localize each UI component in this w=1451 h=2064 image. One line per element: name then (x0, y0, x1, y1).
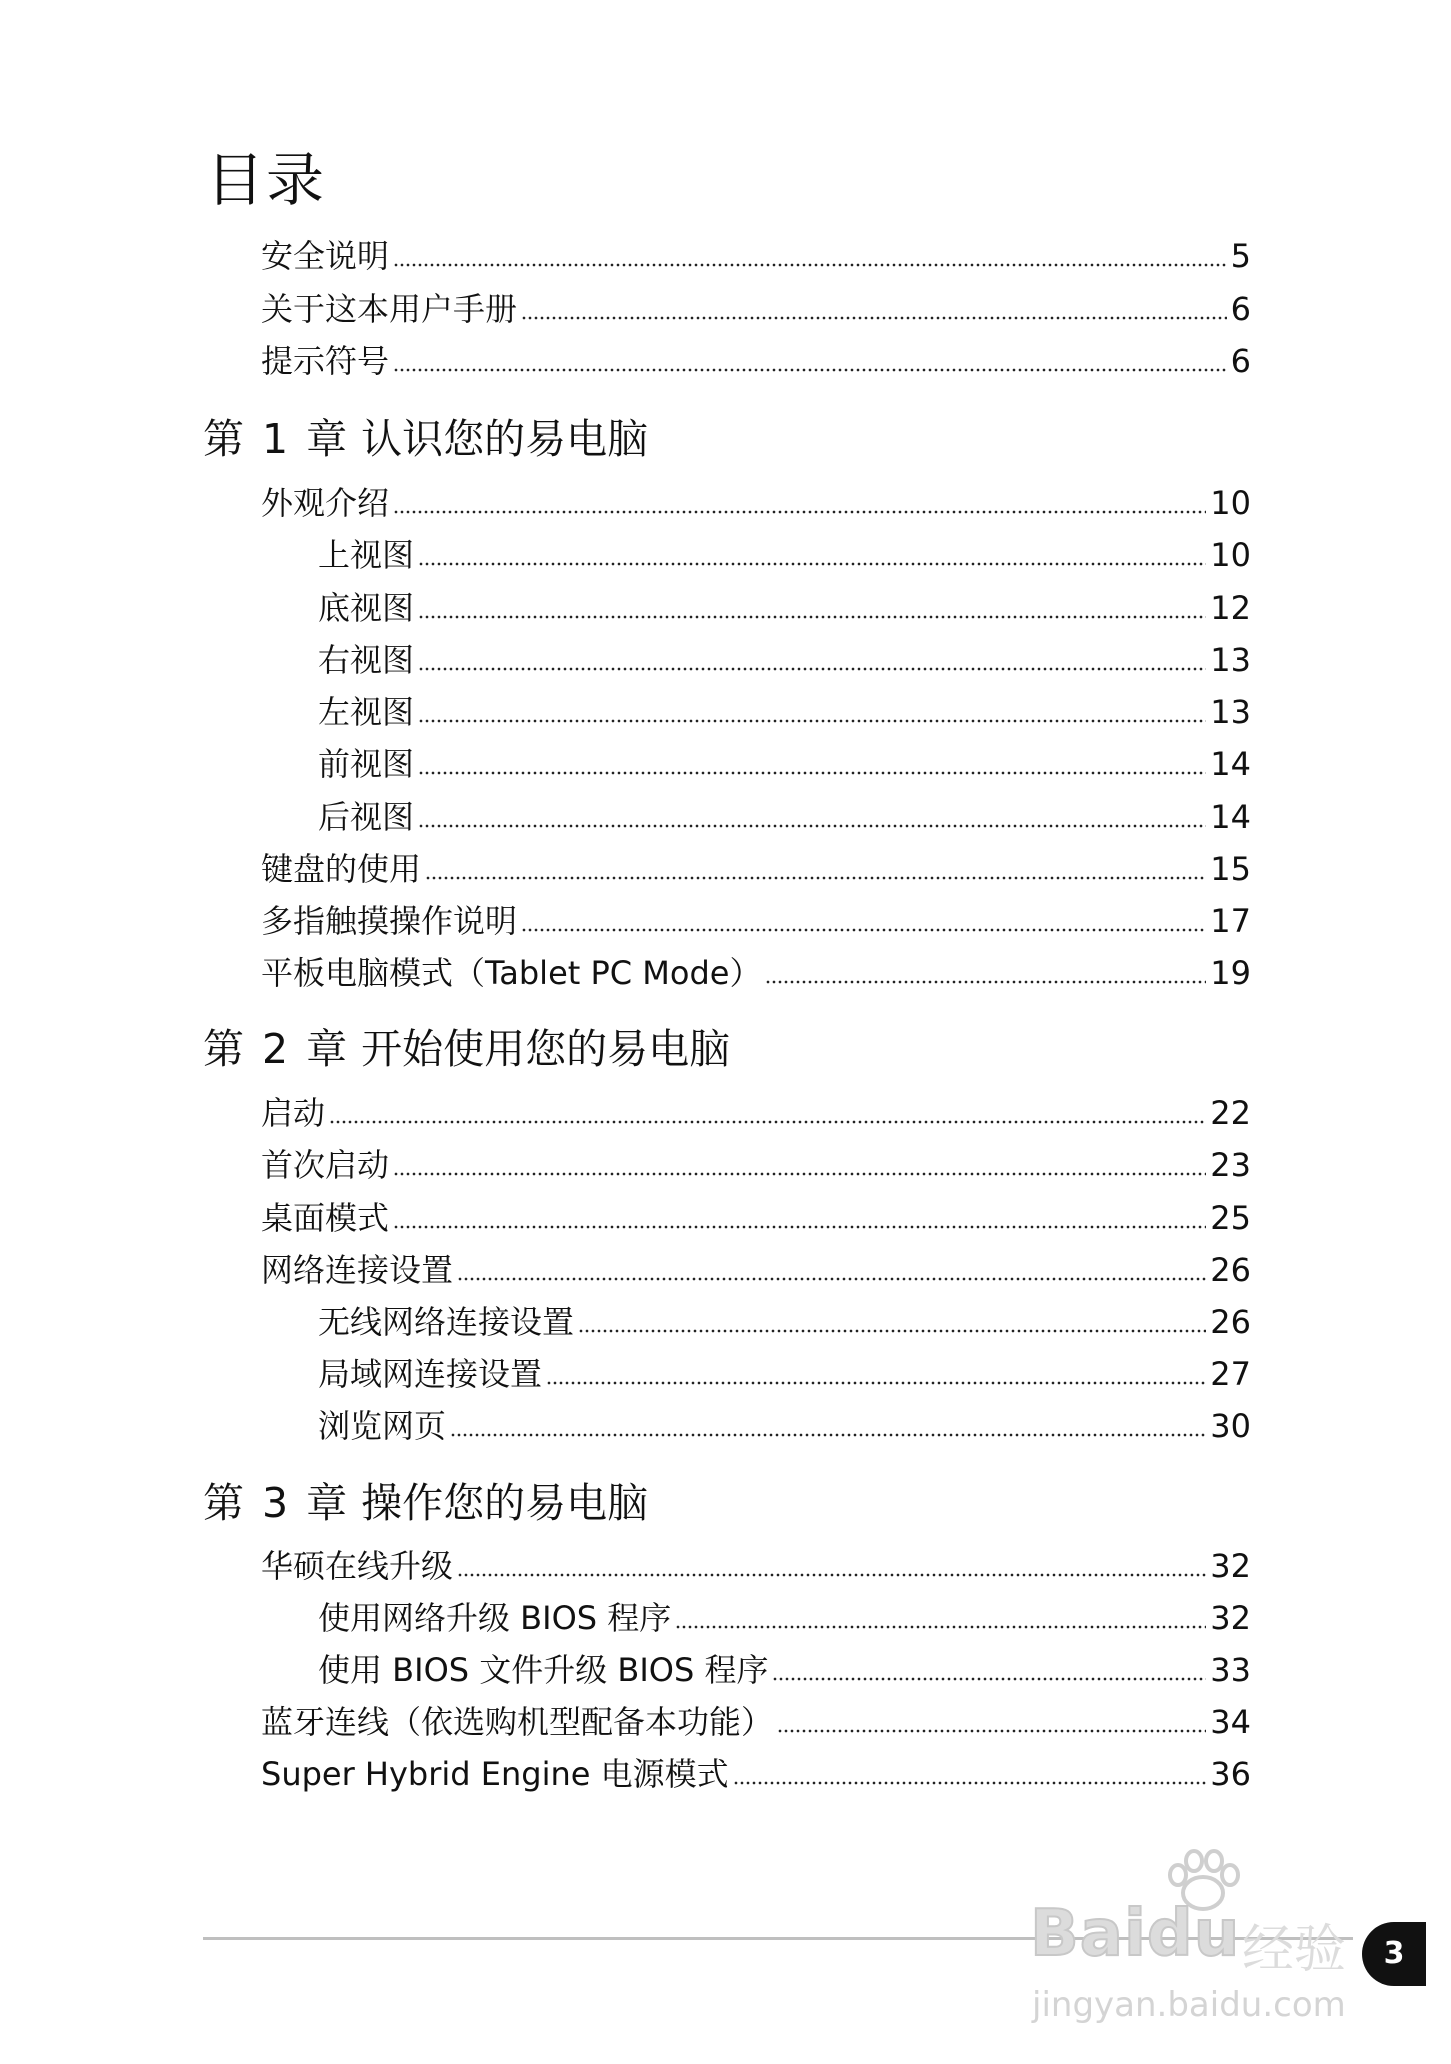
chapter-heading-1 (203, 414, 648, 464)
dot-leader (733, 1781, 1207, 1785)
toc-entry[interactable] (261, 1544, 1251, 1588)
toc-entry[interactable] (318, 1300, 1251, 1344)
chapter-prefix: 第 (203, 1479, 244, 1527)
toc-entry-page: 10 (1210, 484, 1251, 522)
toc-entry[interactable] (318, 638, 1251, 682)
toc-entry[interactable] (261, 1091, 1251, 1135)
toc-entry-page: 26 (1210, 1251, 1251, 1289)
toc-entry-label: 键盘的使用 (261, 850, 422, 888)
toc-entry-page: 23 (1210, 1146, 1251, 1184)
dot-leader (521, 928, 1206, 932)
toc-entry-label: 底视图 (318, 589, 415, 627)
dot-leader (457, 1573, 1206, 1577)
dot-leader (393, 368, 1227, 372)
toc-entry[interactable] (318, 1404, 1251, 1448)
toc-entry-page: 12 (1210, 589, 1251, 627)
toc-entry-page: 19 (1210, 954, 1251, 992)
toc-entry-label: 前视图 (318, 745, 415, 783)
dot-leader (329, 1120, 1206, 1124)
dot-leader (418, 615, 1206, 619)
toc-entry-label: 平板电脑模式（Tablet PC Mode） (261, 954, 762, 992)
dot-leader (393, 1172, 1206, 1176)
dot-leader (777, 1729, 1206, 1733)
toc-entry[interactable] (318, 1596, 1251, 1640)
toc-entry-page: 6 (1230, 342, 1251, 380)
toc-entry[interactable] (318, 795, 1251, 839)
dot-leader (418, 667, 1206, 671)
toc-entry-page: 5 (1230, 237, 1251, 275)
toc-entry[interactable] (261, 481, 1251, 525)
toc-entry-page: 14 (1210, 745, 1251, 783)
chapter-heading-3 (203, 1478, 648, 1528)
toc-entry-label: 提示符号 (261, 342, 390, 380)
toc-entry[interactable] (318, 533, 1251, 577)
dot-leader (393, 263, 1227, 267)
dot-leader (425, 876, 1206, 880)
dot-leader (393, 1225, 1206, 1229)
toc-entry-label: 浏览网页 (318, 1407, 447, 1445)
toc-entry[interactable] (261, 951, 1251, 995)
toc-entry[interactable] (318, 742, 1251, 786)
chapter-prefix: 第 (203, 415, 244, 463)
toc-entry-page: 30 (1210, 1407, 1251, 1445)
footer-rule (203, 1937, 1353, 1940)
toc-entry[interactable] (261, 1143, 1251, 1187)
dot-leader (450, 1433, 1206, 1437)
dot-leader (578, 1329, 1206, 1333)
toc-entry-label: 外观介绍 (261, 484, 390, 522)
dot-leader (418, 771, 1206, 775)
dot-leader (418, 562, 1206, 566)
paw-icon (1148, 1845, 1258, 1915)
toc-entry-label: 左视图 (318, 693, 415, 731)
dot-leader (772, 1677, 1206, 1681)
dot-leader (393, 510, 1206, 514)
toc-entry-label: 上视图 (318, 536, 415, 574)
chapter-name: 操作您的易电脑 (361, 1479, 649, 1527)
toc-entry-page: 10 (1210, 536, 1251, 574)
toc-entry[interactable] (261, 1196, 1251, 1240)
chapter-suffix: 章 (306, 1479, 348, 1527)
watermark-cn: 经验 (1242, 1920, 1347, 1980)
toc-entry-label: 蓝牙连线（依选购机型配备本功能） (261, 1703, 774, 1741)
toc-entry-label: 关于这本用户手册 (261, 290, 518, 328)
toc-entry[interactable] (261, 287, 1251, 331)
chapter-name: 认识您的易电脑 (361, 415, 649, 463)
toc-entry[interactable] (318, 586, 1251, 630)
baidu-watermark (1030, 1845, 1360, 2025)
page-title: 目录 (206, 146, 327, 214)
toc-entry-label: 无线网络连接设置 (318, 1303, 575, 1341)
toc-entry-label: 首次启动 (261, 1146, 390, 1184)
toc-entry-page: 34 (1210, 1703, 1251, 1741)
toc-entry[interactable] (261, 1248, 1251, 1292)
watermark-brand (1030, 1897, 1240, 1971)
toc-entry[interactable] (261, 339, 1251, 383)
toc-entry-page: 32 (1210, 1547, 1251, 1585)
toc-entry-page: 22 (1210, 1094, 1251, 1132)
watermark-brand-part2: du (1146, 1897, 1241, 1971)
dot-leader (457, 1277, 1206, 1281)
toc-entry-label: Super Hybrid Engine 电源模式 (261, 1755, 729, 1793)
toc-entry-label: 多指触摸操作说明 (261, 902, 518, 940)
dot-leader (546, 1381, 1206, 1385)
chapter-name: 开始使用您的易电脑 (361, 1025, 731, 1073)
toc-entry-label: 使用网络升级 BIOS 程序 (318, 1599, 672, 1637)
chapter-number: 1 (262, 415, 289, 463)
toc-entry-page: 25 (1210, 1199, 1251, 1237)
dot-leader (418, 824, 1206, 828)
toc-entry-page: 13 (1210, 693, 1251, 731)
toc-entry-page: 26 (1210, 1303, 1251, 1341)
toc-entry[interactable] (318, 690, 1251, 734)
toc-entry-label: 使用 BIOS 文件升级 BIOS 程序 (318, 1651, 769, 1689)
chapter-heading-2 (203, 1024, 730, 1074)
toc-entry-page: 33 (1210, 1651, 1251, 1689)
toc-entry-label: 网络连接设置 (261, 1251, 454, 1289)
chapter-suffix: 章 (306, 1025, 348, 1073)
toc-entry-label: 局域网连接设置 (318, 1355, 543, 1393)
toc-entry-page: 13 (1210, 641, 1251, 679)
toc-entry-page: 36 (1210, 1755, 1251, 1793)
dot-leader (765, 980, 1206, 984)
toc-entry[interactable] (318, 1648, 1251, 1692)
dot-leader (418, 719, 1206, 723)
dot-leader (675, 1625, 1206, 1629)
watermark-brand-part1: Bai (1030, 1897, 1147, 1971)
toc-entry-label: 安全说明 (261, 237, 390, 275)
toc-entry-label: 后视图 (318, 798, 415, 836)
toc-entry-page: 27 (1210, 1355, 1251, 1393)
toc-entry-page: 32 (1210, 1599, 1251, 1637)
chapter-prefix: 第 (203, 1025, 244, 1073)
chapter-number: 2 (262, 1025, 289, 1073)
toc-entry-page: 17 (1210, 902, 1251, 940)
toc-entry[interactable] (261, 1752, 1251, 1796)
toc-entry[interactable] (261, 1700, 1251, 1744)
watermark-url: jingyan.baidu.com (1032, 1985, 1346, 2025)
chapter-number: 3 (262, 1479, 289, 1527)
toc-entry-label: 启动 (261, 1094, 326, 1132)
toc-entry[interactable] (261, 847, 1251, 891)
toc-entry-label: 华硕在线升级 (261, 1547, 454, 1585)
chapter-suffix: 章 (306, 415, 348, 463)
toc-entry-page: 6 (1230, 290, 1251, 328)
toc-entry-page: 15 (1210, 850, 1251, 888)
toc-entry-label: 桌面模式 (261, 1199, 390, 1237)
toc-entry[interactable] (261, 234, 1251, 278)
page-number-badge: 3 (1362, 1922, 1426, 1986)
dot-leader (521, 316, 1227, 320)
toc-entry[interactable] (318, 1352, 1251, 1396)
toc-entry[interactable] (261, 899, 1251, 943)
toc-entry-page: 14 (1210, 798, 1251, 836)
toc-entry-label: 右视图 (318, 641, 415, 679)
